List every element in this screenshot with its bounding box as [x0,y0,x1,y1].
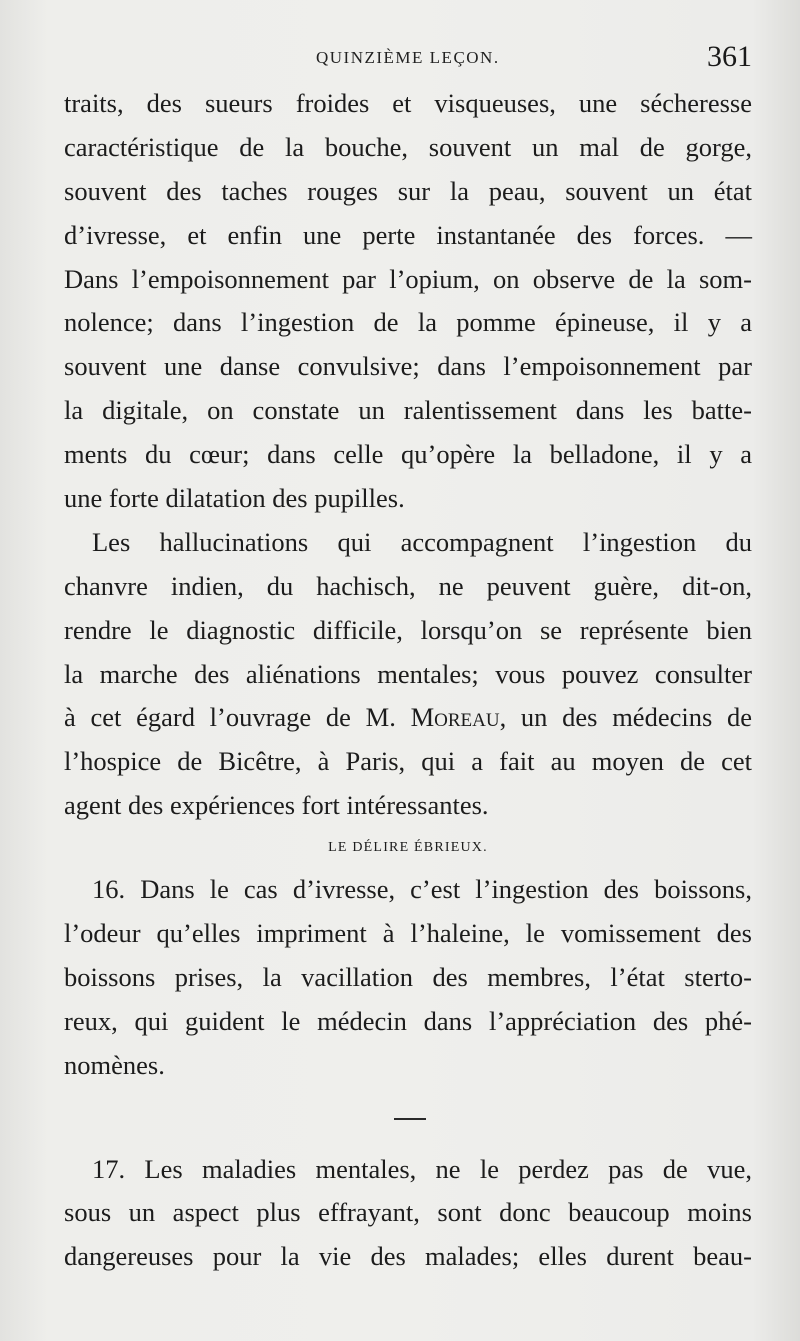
text-line: traits, des sueurs froides et visqueuses, une sécheresse [64,88,752,118]
text-line: Les hallucinations qui accompagnent l’ingestion du [92,526,752,557]
text-line: la marche des aliénations mentales; vous pouvez consulter [64,658,752,689]
text-line: chanvre indien, du hachisch, ne peuvent guère, dit-on, [64,570,752,601]
running-head: QUINZIÈME LEÇON. [316,48,500,67]
text-line: 16. Dans le cas d’ivresse, c’est l’ingestion des boissons, [92,874,752,905]
text-line: boissons prises, la vacillation des membres, l’état sterto- [64,961,752,992]
text-line: ments du cœur; dans celle qu’opère la belladone, il y a [64,439,752,470]
text-line: agent des expériences fort intéressantes. [64,790,489,821]
paragraph-3 [64,868,752,1087]
body-text [64,82,752,1279]
text-line: nolence; dans l’ingestion de la pomme épineuse, il y a [64,307,752,338]
text-line: la digitale, on constate un ralentissement dans les batte- [64,395,752,426]
text-line: rendre le diagnostic difficile, lorsqu’on se représente bien [64,614,752,645]
text-fragment: , un des médecins de [499,702,752,733]
text-line: nomènes. [64,1049,165,1080]
page-header [0,40,800,84]
text-line: caractéristique de la bouche, souvent un mal de gorge, [64,131,752,162]
text-line: sous un aspect plus effrayant, sont donc beaucoup moins [64,1197,752,1228]
text-line: d’ivresse, et enfin une perte instantanée des forces. — [64,219,752,250]
text-line: souvent une danse convulsive; dans l’empoisonnement par [64,351,752,382]
text-line: souvent des taches rouges sur la peau, souvent un état [64,175,752,206]
text-fragment: à cet égard l’ouvrage de M. [64,702,411,733]
paragraph-2 [64,521,752,828]
text-line: dangereuses pour la vie des malades; elles durent beau- [64,1241,752,1272]
section-divider [64,1088,752,1148]
text-line: 17. Les maladies mentales, ne le perdez pas de vue, [92,1153,752,1184]
paragraph-1 [64,82,752,521]
author-name: Moreau [410,702,500,733]
section-subheading: LE DÉLIRE ÉBRIEUX. [328,840,488,856]
text-line: Dans l’empoisonnement par l’opium, on observe de la som- [64,263,752,294]
text-line: l’hospice de Bicêtre, à Paris, qui a fait au moyen de cet [64,746,752,777]
text-line: une forte dilatation des pupilles. [64,483,405,514]
text-line: reux, qui guident le médecin dans l’appréciation des phé- [64,1005,752,1036]
text-line [64,696,752,740]
text-line: l’odeur qu’elles impriment à l’haleine, le vomissement des [64,918,752,949]
divider-rule [394,1118,426,1120]
paragraph-4 [64,1148,752,1280]
page-number: 361 [707,40,752,73]
